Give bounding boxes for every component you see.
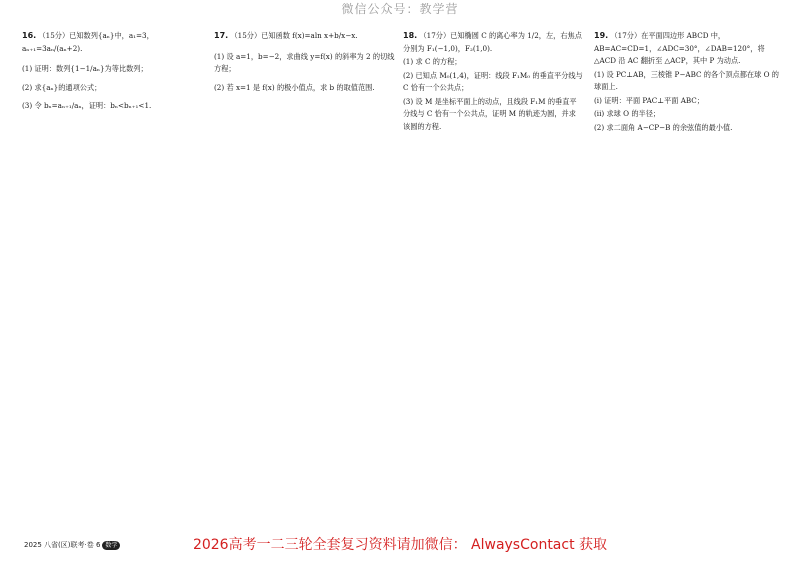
promo-banner: 2026高考一二三轮全套复习资料请加微信： AlwaysContact 获取 — [192, 537, 608, 553]
question-part: (1) 证明：数列{1−1/aₙ}为等比数列； — [22, 64, 148, 73]
question-number: 17. — [214, 31, 229, 40]
question-stem: （17分）已知椭圆 C 的离心率为 1/2，左，右焦点分别为 F₁(−1,0)，F₂(1,0). — [403, 31, 582, 53]
question-stem: （15分）已知函数 f(x)=aln x+b/x−x. — [230, 31, 358, 40]
question-part: (1) 设 PC⊥AB，三棱锥 P−ABC 的各个顶点都在球 O 的球面上. — [594, 69, 779, 91]
question-number: 16. — [22, 31, 37, 40]
question-part: (3) 设 M 是坐标平面上的动点，且线段 F₁M 的垂直平分线与 C 恰有一个公共点，证明 M 的轨迹为圆，并求该圆的方程. — [403, 96, 577, 131]
question-stem: （15分）已知数列{aₙ}中，a₁=3，aₙ₊₁=3aₙ/(aₙ+2). — [22, 31, 154, 53]
question-number: 18. — [403, 31, 418, 40]
question-stem: （17分）在平面四边形 ABCD 中，AB=AC=CD=1，∠ADC=30°，∠DAB=120°，将 △ACD 沿 AC 翻折至 △ACP，其中 P 为动点. — [594, 31, 765, 65]
question-part: (2) 已知点 M₀(1,4)，证明：线段 F₁M₀ 的垂直平分线与 C 恰有一个公共点； — [403, 70, 583, 92]
question-19 — [594, 30, 784, 135]
question-part: (3) 令 bₙ=aₙ₊₁/aₙ，证明：bₙ<bₙ₊₁<1. — [22, 101, 152, 110]
question-subpart: (i) 证明：平面 PAC⊥平面 ABC； — [594, 95, 704, 105]
question-part: (2) 求二面角 A−CP−B 的余弦值的最小值. — [594, 122, 733, 132]
question-subpart: (ii) 求球 O 的半径； — [594, 109, 661, 118]
question-part: (2) 求{aₙ}的通项公式； — [22, 82, 102, 92]
top-watermark: 微信公众号：教学营 — [341, 2, 459, 16]
question-18 — [403, 30, 583, 134]
question-part: (1) 设 a=1，b=−2，求曲线 y=f(x) 的斜率为 2 的切线方程； — [214, 51, 395, 73]
footer-label: 2025 八省(区)联考·卷 6 — [24, 541, 101, 549]
question-17 — [214, 30, 399, 100]
question-16 — [22, 30, 202, 119]
question-number: 19. — [594, 31, 609, 40]
question-part: (1) 求 C 的方程； — [403, 57, 462, 66]
subject-badge: 数学 — [102, 541, 120, 550]
question-part: (2) 若 x=1 是 f(x) 的极小值点，求 b 的取值范围. — [214, 82, 375, 92]
